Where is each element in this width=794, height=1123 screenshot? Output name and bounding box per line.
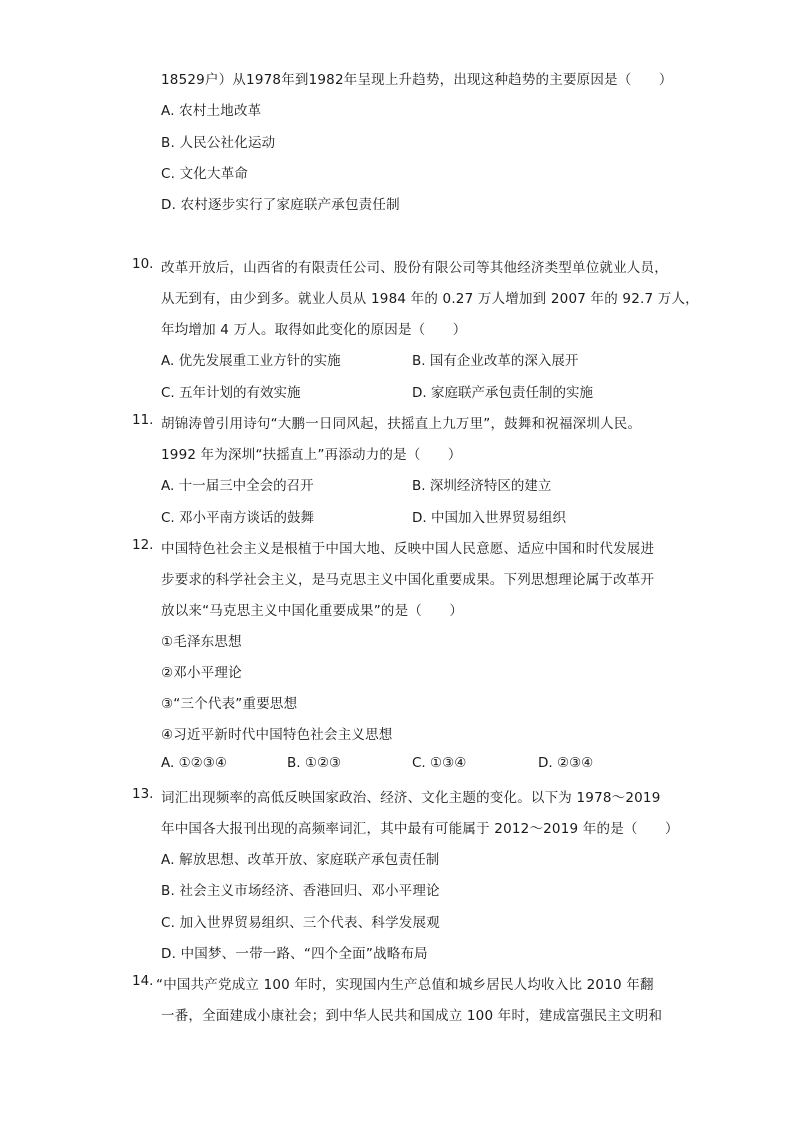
q11-option-c: C. 邓小平南方谈话的鼓舞	[161, 510, 315, 526]
q12-option-d: D. ②③④	[538, 755, 594, 771]
q11-stem-line-1: 胡锦涛曾引用诗句“大鹏一日同风起，扶摇直上九万里”，鼓舞和祝福深圳人民。	[161, 416, 642, 432]
q9-option-b: B. 人民公社化运动	[161, 135, 276, 151]
q12-option-c: C. ①③④	[412, 755, 467, 771]
q13-option-d: D. 中国梦、一带一路、“四个全面”战略布局	[161, 946, 428, 962]
q10-option-d: D. 家庭联产承包责任制的实施	[412, 385, 593, 401]
q12-number: 12.	[132, 537, 154, 553]
q10-option-c: C. 五年计划的有效实施	[161, 385, 301, 401]
q13-number: 13.	[132, 786, 154, 802]
q10-stem-line-2: 从无到有，由少到多。就业人员从 1984 年的 0.27 万人增加到 2007 年的 92.7 万人，	[161, 291, 699, 307]
q13-stem-line-1: 词汇出现频率的高低反映国家政治、经济、文化主题的变化。以下为 1978～2019	[161, 790, 661, 806]
q13-option-b: B. 社会主义市场经济、香港回归、邓小平理论	[161, 883, 440, 899]
q10-option-a: A. 优先发展重工业方针的实施	[161, 353, 341, 369]
q12-stem-line-3: 放以来“马克思主义中国化重要成果”的是（ ）	[161, 603, 464, 619]
q9-option-c: C. 文化大革命	[161, 166, 249, 182]
q12-stem-line-2: 步要求的科学社会主义，是马克思主义中国化重要成果。下列思想理论属于改革开	[161, 572, 655, 588]
q12-item-1: ①毛泽东思想	[161, 634, 242, 650]
q14-number: 14.	[132, 973, 154, 989]
q12-item-3: ③“三个代表”重要思想	[161, 696, 298, 712]
q10-stem-line-1: 改革开放后，山西省的有限责任公司、股份有限公司等其他经济类型单位就业人员，	[161, 260, 668, 276]
q10-option-b: B. 国有企业改革的深入展开	[412, 353, 579, 369]
q12-option-b: B. ①②③	[287, 755, 342, 771]
q9-stem-line: 18529户）从1978年到1982年呈现上升趋势，出现这种趋势的主要原因是（ ）	[161, 72, 673, 88]
q9-option-d: D. 农村逐步实行了家庭联产承包责任制	[161, 197, 400, 213]
q12-item-4: ④习近平新时代中国特色社会主义思想	[161, 727, 393, 743]
q12-option-a: A. ①②③④	[161, 755, 227, 771]
q14-stem-line-2: 一番，全面建成小康社会；到中华人民共和国成立 100 年时，建成富强民主文明和	[161, 1008, 663, 1024]
q13-stem-line-2: 年中国各大报刊出现的高频率词汇，其中最有可能属于 2012～2019 年的是（ ）	[161, 821, 679, 837]
q12-item-2: ②邓小平理论	[161, 665, 242, 681]
q11-option-d: D. 中国加入世界贸易组织	[412, 510, 566, 526]
q10-stem-line-3: 年均增加 4 万人。取得如此变化的原因是（ ）	[161, 322, 467, 338]
q13-option-a: A. 解放思想、改革开放、家庭联产承包责任制	[161, 852, 440, 868]
q11-option-b: B. 深圳经济特区的建立	[412, 478, 552, 494]
q11-option-a: A. 十一届三中全会的召开	[161, 478, 314, 494]
q9-option-a: A. 农村土地改革	[161, 103, 262, 119]
q12-stem-line-1: 中国特色社会主义是根植于中国大地、反映中国人民意愿、适应中国和时代发展进	[161, 541, 655, 557]
q13-option-c: C. 加入世界贸易组织、三个代表、科学发展观	[161, 915, 440, 931]
q14-stem-line-1: “中国共产党成立 100 年时，实现国内生产总值和城乡居民人均收入比 2010 年翻	[156, 977, 654, 993]
q11-stem-line-2: 1992 年为深圳“扶摇直上”再添动力的是（ ）	[161, 447, 462, 463]
q10-number: 10.	[132, 256, 154, 272]
q11-number: 11.	[132, 412, 154, 428]
